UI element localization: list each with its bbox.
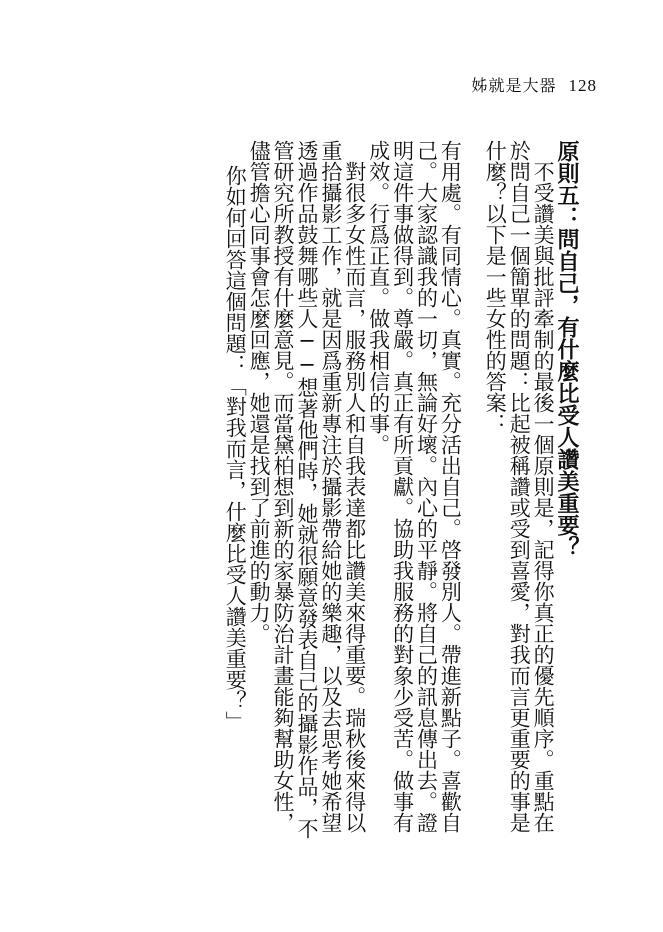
intro-paragraph: 不受讚美與批評牽制的最後一個原則是，記得你真正的優先順序。重點在於問自己一個簡單的問題：比起被稱讚或受到喜愛，對我而言更重要的事是什麼？以下是一些女性的答案：	[483, 140, 556, 833]
answers-paragraph: 有用處。有同情心。真實。充分活出自己。啓發別人。帶進新點子。喜歡自己。大家認識我的一切，無論好壞。內心的平靜。將自己的訊息傳出去。證明這件事做得到。尊嚴。真正有所貢獻。協助我服務的對象少受苦。做事有成效。行爲正直。做我相信的事。	[366, 140, 463, 833]
book-title: 姊就是大器	[471, 76, 557, 95]
section-heading: 原則五：問自己，有什麼比受人讚美重要？	[554, 140, 579, 558]
vertical-body-text	[223, 140, 579, 840]
question-paragraph: 你如何回答這個問題：「對我而言，什麼比受人讚美重要？」	[223, 165, 248, 732]
discussion-paragraph: 對很多女性而言，服務別人和自我表達都比讚美來得重要。瑞秋後來得以重拾攝影工作，就是因爲重新專注於攝影帶給她的樂趣，以及去思考她希望透過作品鼓舞哪些人──想著他們時，她就很願意發表自己的攝影作品，不管研究所教授有什麼意見。而當黛柏想到新的家暴防治計畫能夠幫助女性，儘管擔心同事會怎麼回應，她還是找到了前進的動力。	[247, 140, 367, 839]
running-head	[471, 73, 597, 96]
page-number: 128	[568, 76, 597, 95]
